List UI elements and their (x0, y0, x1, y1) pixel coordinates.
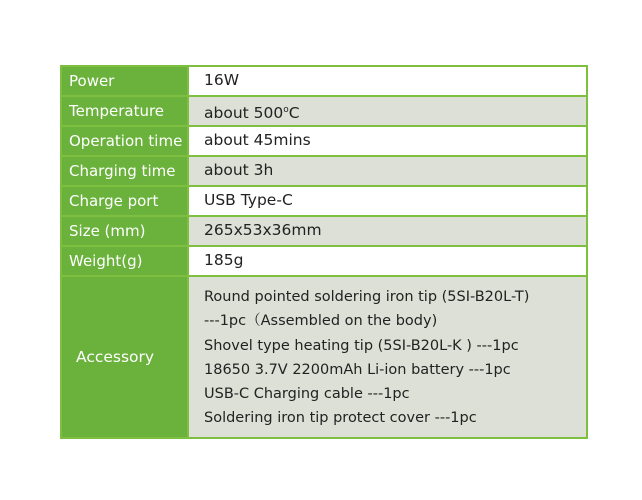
accessory-item: ---1pc（Assembled on the body) (204, 313, 438, 330)
spec-row-operation-time (62, 127, 586, 155)
accessory-item: Shovel type heating tip (5SI-B20L-K ) ---1pc (204, 337, 519, 354)
spec-value: 185g (189, 247, 586, 275)
spec-value: USB Type-C (189, 187, 586, 215)
accessory-list (189, 277, 586, 437)
degree-mark: o (283, 105, 289, 115)
spec-row-size (62, 217, 586, 245)
spec-label: Charging time (62, 157, 187, 185)
accessory-item: Round pointed soldering iron tip (5SI-B20L-T) (204, 289, 530, 305)
spec-row-power (62, 67, 586, 95)
temperature-number: about 500 (204, 104, 284, 122)
spec-table (60, 65, 588, 439)
spec-row-weight (62, 247, 586, 275)
spec-label: Charge port (62, 187, 187, 215)
spec-value: 16W (189, 67, 586, 95)
spec-row-charge-port (62, 187, 586, 215)
accessory-item: 18650 3.7V 2200mAh Li-ion battery ---1pc (204, 361, 511, 378)
spec-label: Power (62, 67, 187, 95)
accessory-item: USB-C Charging cable ---1pc (204, 386, 410, 403)
accessory-item: Soldering iron tip protect cover ---1pc (204, 410, 477, 427)
spec-label: Temperature (62, 97, 187, 125)
temperature-unit: C (288, 104, 300, 122)
spec-row-charging-time (62, 157, 586, 185)
spec-value: about 45mins (189, 127, 586, 155)
spec-row-accessory (62, 277, 586, 437)
spec-row-temperature (62, 97, 586, 125)
spec-value: about 3h (189, 157, 586, 185)
spec-value: 265x53x36mm (189, 217, 586, 245)
spec-value (189, 97, 586, 125)
spec-label: Accessory (62, 277, 187, 437)
spec-label: Operation time (62, 127, 187, 155)
spec-label: Size (mm) (62, 217, 187, 245)
spec-label: Weight(g) (62, 247, 187, 275)
